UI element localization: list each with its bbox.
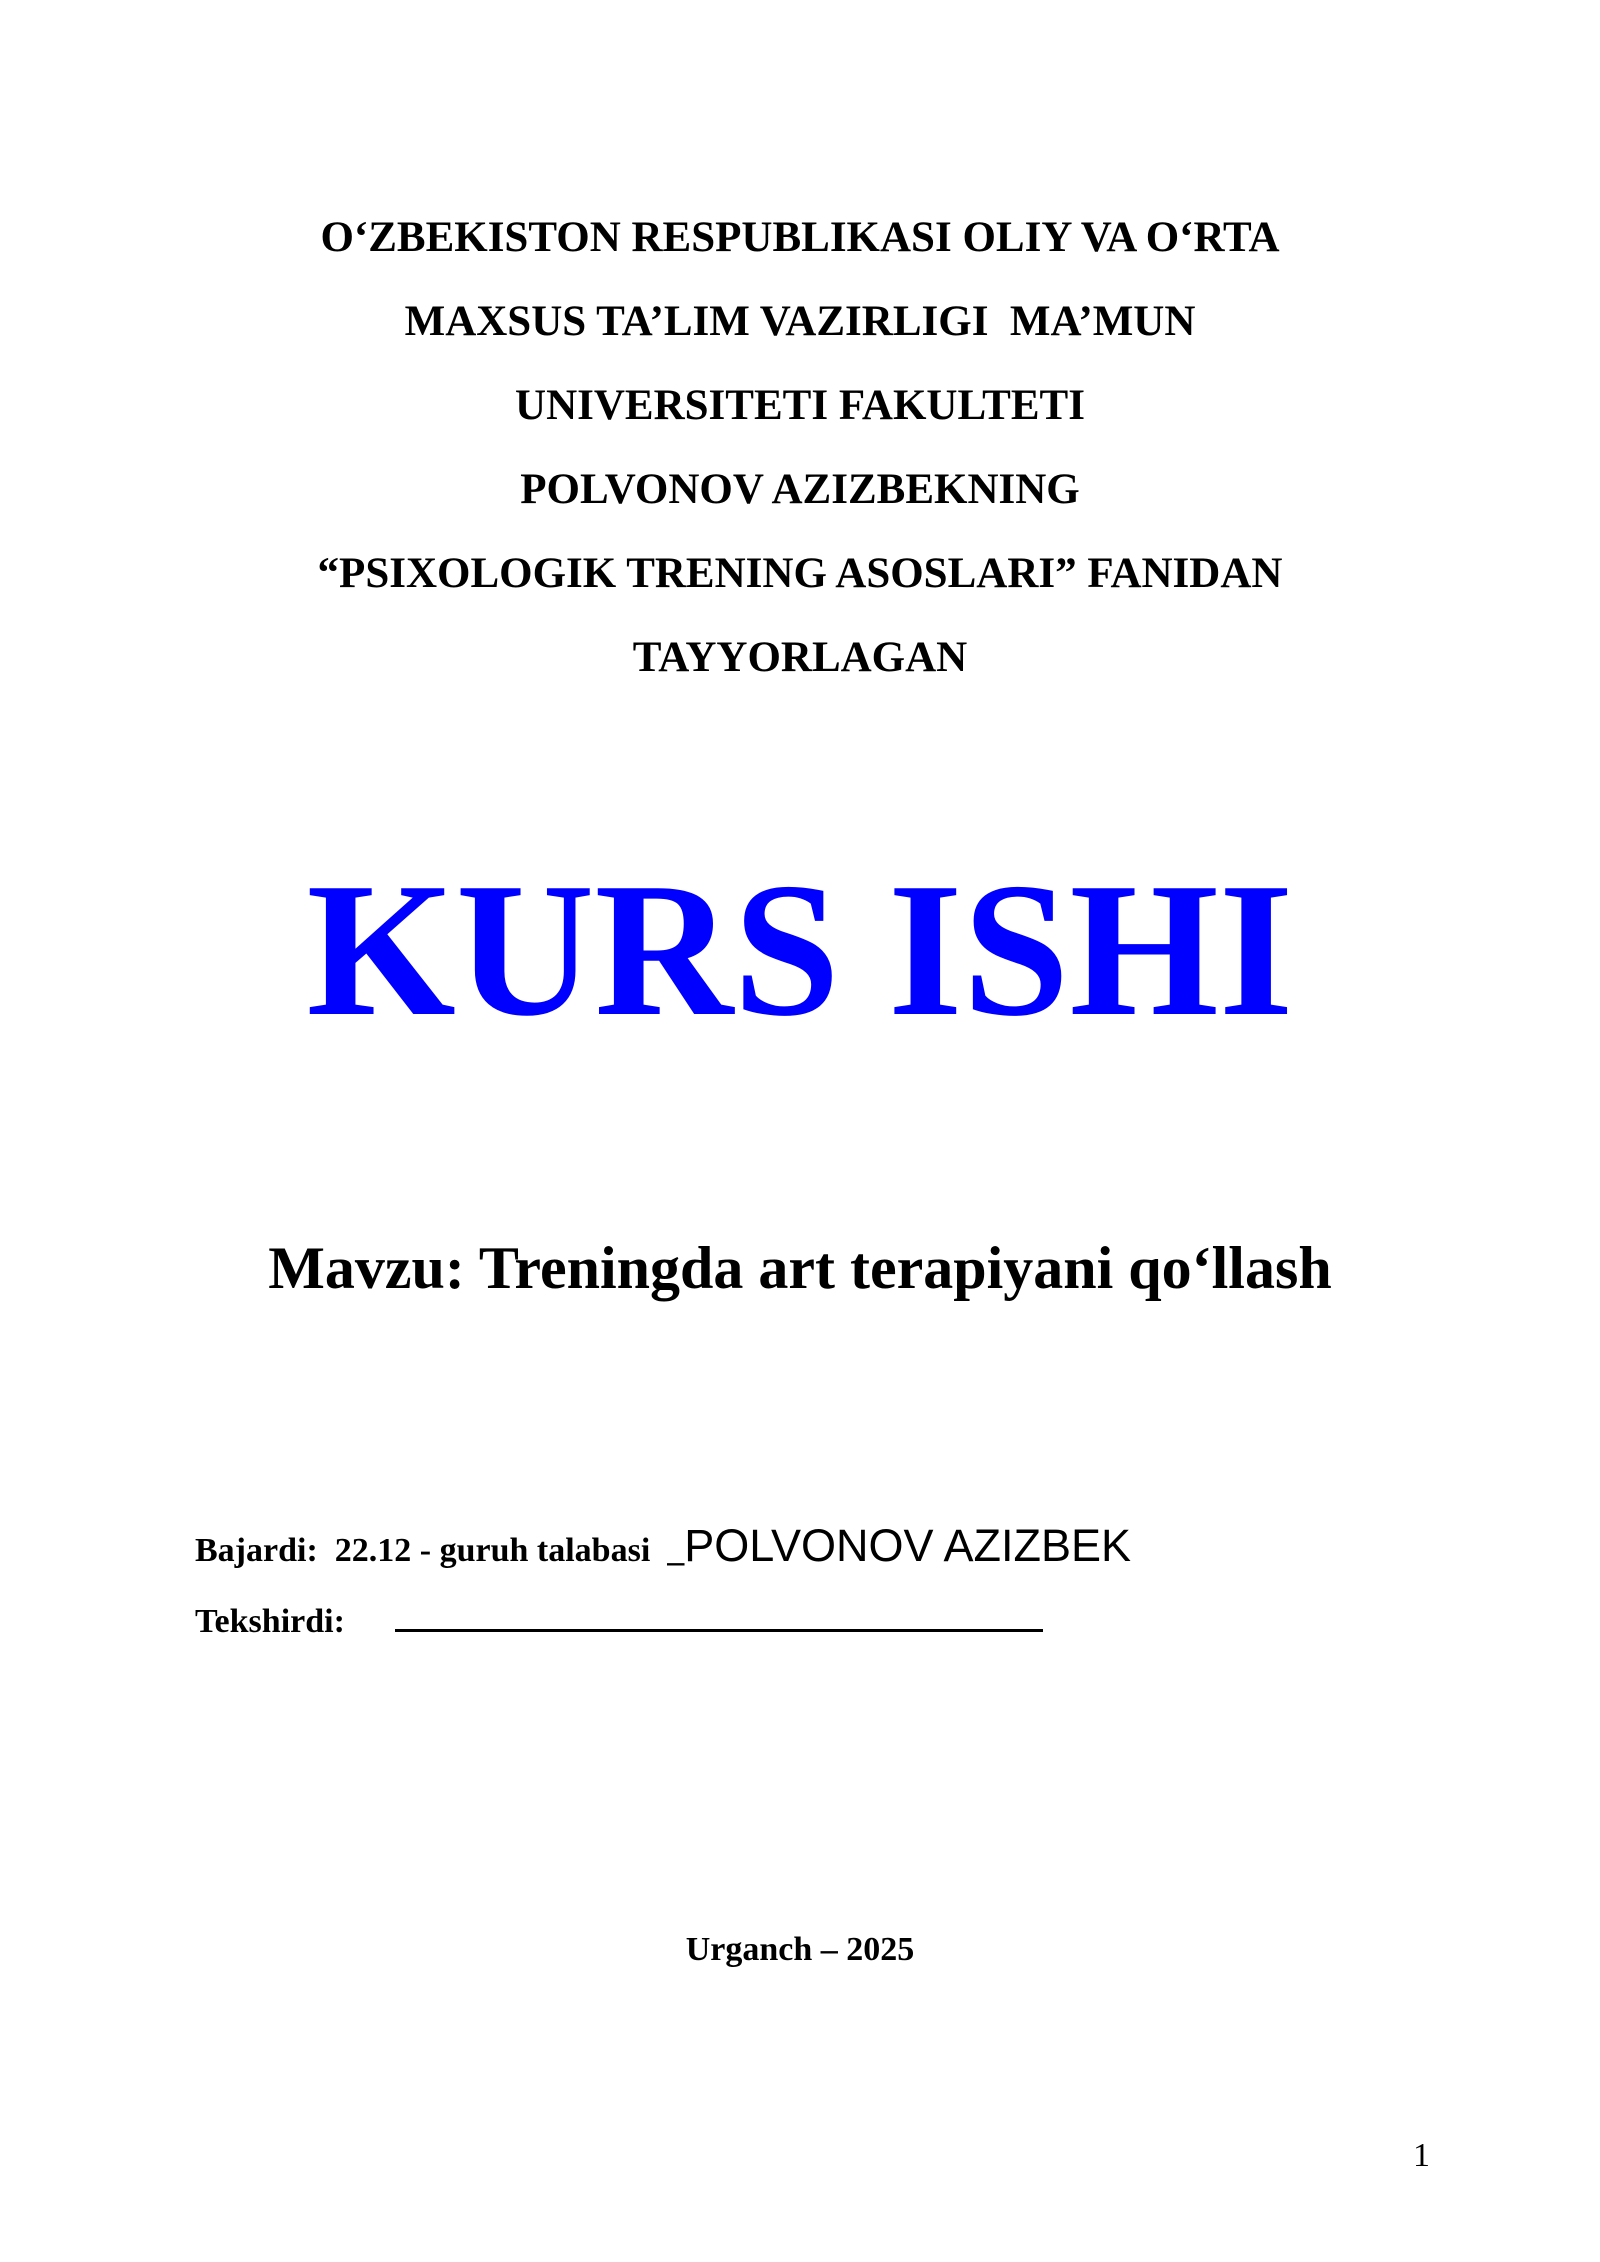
performer-name: POLVONOV AZIZBEK: [684, 1520, 1132, 1571]
header-line-1: O‘ZBEKISTON RESPUBLIKASI OLIY VA O‘RTA: [320, 214, 1280, 261]
checker-label: Tekshirdi:: [195, 1603, 345, 1640]
document-topic: Mavzu: Treningda art terapiyani qo‘llash: [268, 1235, 1332, 1301]
header-line-4: POLVONOV AZIZBEKNING: [520, 466, 1080, 513]
checker-row: [195, 1603, 1043, 1641]
checker-signature-line: [395, 1603, 1043, 1632]
institution-header: [0, 196, 1600, 700]
performer-label: Bajardi: 22.12 - guruh talabasi _: [195, 1532, 685, 1569]
header-line-5: “PSIXOLOGIK TRENING ASOSLARI” FANIDAN: [317, 550, 1283, 597]
header-line-2: MAXSUS TA’LIM VAZIRLIGI MA’MUN: [404, 298, 1196, 345]
header-line-6: TAYYORLAGAN: [632, 634, 968, 681]
city-year: Urganch – 2025: [685, 1931, 915, 1968]
document-title: KURS ISHI: [306, 843, 1294, 1056]
header-line-3: UNIVERSITETI FAKULTETI: [515, 382, 1085, 429]
page-number: 1: [1413, 2137, 1430, 2174]
performer-row: [195, 1520, 1131, 1580]
